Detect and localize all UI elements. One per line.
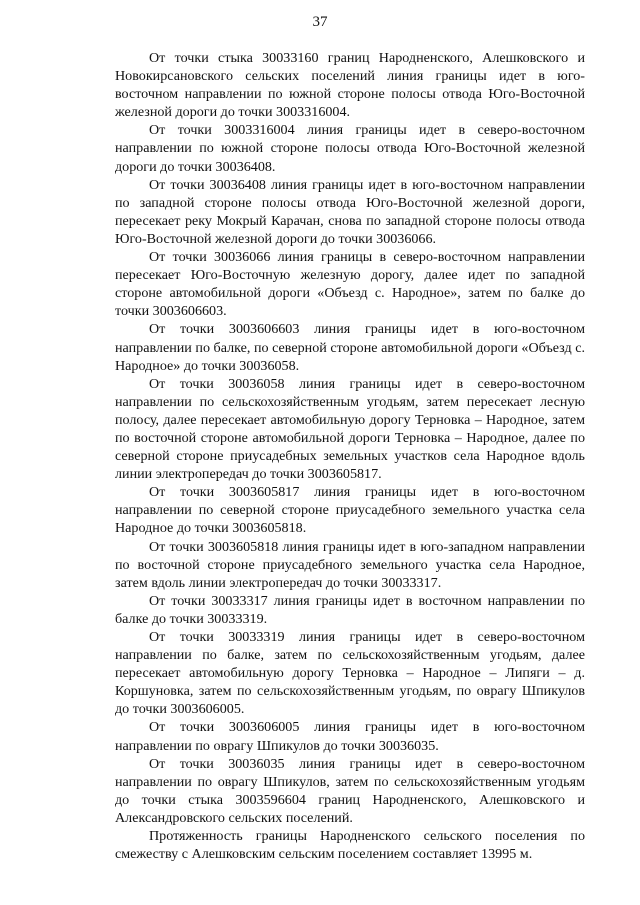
document-body xyxy=(115,49,585,863)
paragraph-1: От точки стыка 30033160 границ Народненского, Алешковского и Новокирсановского сельских поселений линия границы идет в юго-восточном направлении по южной стороне полосы отвода Юго-Восточной железной дороги до точки 3003316004. xyxy=(115,50,585,121)
paragraph-6: От точки 30036058 линия границы идет в северо-восточном направлении по сельскохозяйственным угодьям, затем пересекает лесную полосу, далее пересекает автомобильную дорогу Терновка – Народное, затем по восточной стороне автомобильной дороги Терновка – Народное, далее по северной стороне приусадебных земельных участков села Народное вдоль линии электропередач до точки 3003605817. xyxy=(115,375,585,483)
paragraph-8: От точки 3003605818 линия границы идет в юго-западном направлении по восточной стороне приусадебного земельного участка села Народное, затем вдоль линии электропередач до точки 30033317. xyxy=(115,538,585,591)
paragraph-7: От точки 3003605817 линия границы идет в юго-восточном направлении по северной стороне приусадебного земельного участка села Народное до точки 3003605818. xyxy=(115,484,585,537)
paragraph-10: От точки 30033319 линия границы идет в северо-восточном направлении по балке, затем по сельскохозяйственным угодьям, далее пересекает автомобильную дорогу Терновка – Народное – Липяги – д. Коршуновка, затем по сельскохозяйственным угодьям, по оврагу Шпикулов до точки 3003606005. xyxy=(115,629,585,718)
paragraph-11: От точки 3003606005 линия границы идет в юго-восточном направлении по оврагу Шпикулов до точки 30036035. xyxy=(115,719,585,754)
paragraph-9: От точки 30033317 линия границы идет в восточном направлении по балке до точки 30033319. xyxy=(115,592,585,627)
paragraph-3: От точки 30036408 линия границы идет в юго-восточном направлении по западной стороне полосы отвода Юго-Восточной железной дороги, пересекает реку Мокрый Карачан, снова по западной стороне полосы отвода Юго-Восточной железной дороги до точки 30036066. xyxy=(115,176,585,247)
paragraph-13: Протяженность границы Народненского сельского поселения по смежеству с Алешковским сельским поселением составляет 13995 м. xyxy=(115,828,585,863)
paragraph-4: От точки 30036066 линия границы в северо-восточном направлении пересекает Юго-Восточную железную дорогу, далее идет по западной стороне автомобильной дороги «Объезд с. Народное», затем по балке до точки 3003606603. xyxy=(115,249,585,320)
paragraph-5: От точки 3003606603 линия границы идет в юго-восточном направлении по балке, по северной стороне автомобильной дороги «Объезд с. Народное» до точки 30036058. xyxy=(115,321,585,374)
page-number: 37 xyxy=(312,14,328,30)
paragraph-12: От точки 30036035 линия границы идет в северо-восточном направлении по оврагу Шпикулов, затем по сельскохозяйственным угодьям до точки стыка 3003596604 границ Народненского, Алешковского и Александровского сельских поселений. xyxy=(115,755,585,826)
paragraph-2: От точки 3003316004 линия границы идет в северо-восточном направлении по южной стороне полосы отвода Юго-Восточной железной дороги до точки 30036408. xyxy=(115,122,585,175)
